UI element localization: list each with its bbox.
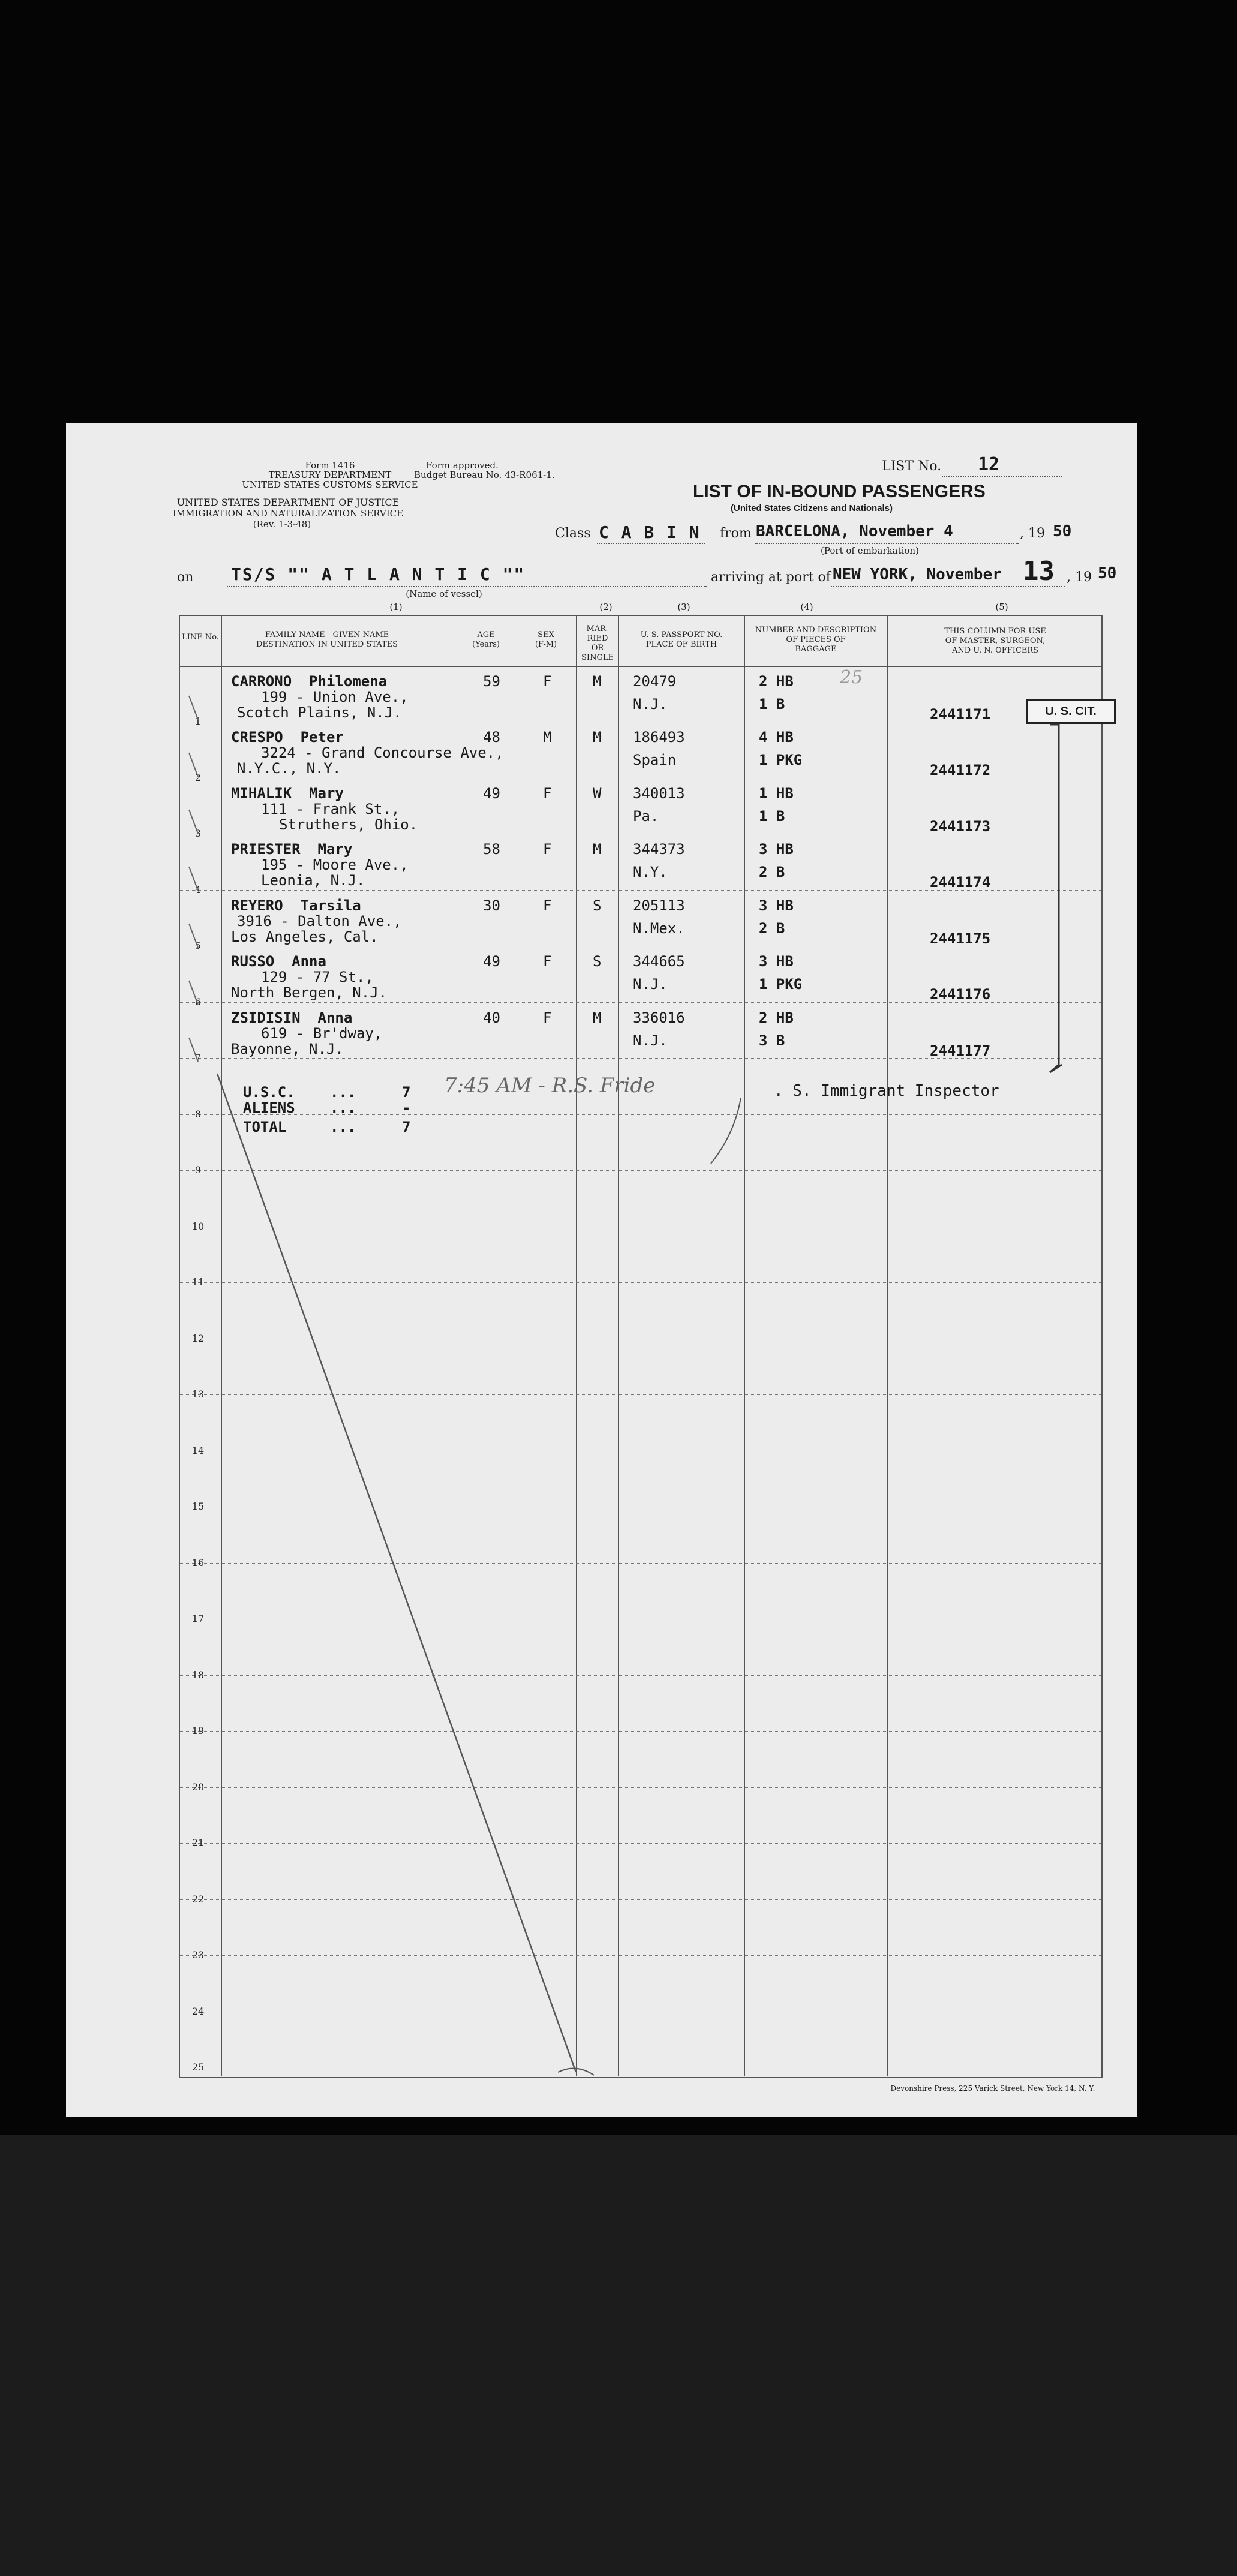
line-number: 6 bbox=[194, 996, 202, 1008]
line-number: 2 bbox=[194, 772, 202, 783]
header-age-unit: (Years) bbox=[472, 640, 500, 649]
vessel-name: TS/S "" A T L A N T I C "" bbox=[231, 564, 526, 584]
passenger-name: RUSSO Anna bbox=[231, 953, 326, 970]
vessel-caption: (Name of vessel) bbox=[406, 588, 482, 599]
birthplace: N.Y. bbox=[633, 864, 668, 880]
list-no-label: LIST No. bbox=[882, 459, 942, 474]
aliens-dots: ... bbox=[330, 1099, 356, 1116]
passenger-city: Bayonne, N.J. bbox=[231, 1041, 344, 1057]
passenger-marital: M bbox=[593, 841, 602, 858]
col-num-1: (1) bbox=[389, 602, 403, 612]
passenger-city: N.Y.C., N.Y. bbox=[237, 760, 341, 777]
passenger-sex: F bbox=[543, 1009, 552, 1026]
line-number: 4 bbox=[194, 884, 202, 895]
header-baggage-1: NUMBER AND DESCRIPTION bbox=[755, 626, 877, 635]
line-number: 22 bbox=[191, 1893, 205, 1905]
line-number: 21 bbox=[191, 1837, 205, 1848]
form-number: Form 1416 bbox=[305, 460, 355, 471]
arrival-year-prefix: , 19 bbox=[1067, 570, 1092, 585]
header-destination: DESTINATION IN UNITED STATES bbox=[256, 640, 398, 649]
line-number: 17 bbox=[191, 1613, 205, 1624]
passenger-sex: F bbox=[543, 673, 552, 690]
birthplace: N.J. bbox=[633, 696, 668, 713]
line-number: 12 bbox=[191, 1333, 205, 1344]
passenger-address: 199 - Union Ave., bbox=[261, 689, 409, 705]
birthplace: Pa. bbox=[633, 808, 659, 825]
passenger-address: 3224 - Grand Concourse Ave., bbox=[261, 744, 504, 761]
line-number: 3 bbox=[194, 828, 202, 839]
passenger-age: 49 bbox=[483, 785, 500, 802]
birthplace: N.Mex. bbox=[633, 920, 685, 937]
birthplace: Spain bbox=[633, 752, 677, 768]
revision-date: (Rev. 1-3-48) bbox=[253, 519, 311, 530]
passenger-name: CRESPO Peter bbox=[231, 729, 344, 746]
film-background-band bbox=[0, 2135, 1237, 2576]
header-married-1: MAR- bbox=[586, 624, 609, 633]
passenger-city: Leonia, N.J. bbox=[261, 872, 365, 889]
total-value: 7 bbox=[402, 1119, 411, 1135]
passenger-name: MIHALIK Mary bbox=[231, 785, 344, 802]
col-num-2: (2) bbox=[599, 602, 613, 612]
line-number: 8 bbox=[194, 1108, 202, 1120]
passenger-sex: F bbox=[543, 785, 552, 802]
class-value: C A B I N bbox=[599, 522, 701, 542]
treasury-department: TREASURY DEPARTMENT bbox=[268, 470, 392, 480]
line-number: 19 bbox=[191, 1725, 205, 1736]
baggage-1: 4 HB bbox=[759, 729, 794, 746]
header-birthplace: PLACE OF BIRTH bbox=[645, 640, 717, 649]
passenger-name: ZSIDISIN Anna bbox=[231, 1009, 353, 1026]
printer-imprint: Devonshire Press, 225 Varick Street, New York 14, N. Y. bbox=[890, 2084, 1095, 2093]
us-cit-stamp-text: U. S. CIT. bbox=[1045, 705, 1097, 718]
passenger-city: Los Angeles, Cal. bbox=[231, 928, 379, 945]
line-number: 15 bbox=[191, 1501, 205, 1512]
list-no-value: 12 bbox=[978, 454, 1000, 475]
passport-number: 340013 bbox=[633, 785, 685, 802]
line-number: 24 bbox=[191, 2006, 205, 2017]
customs-service: UNITED STATES CUSTOMS SERVICE bbox=[242, 479, 418, 490]
baggage-2: 1 PKG bbox=[759, 976, 803, 993]
bracket-line bbox=[1050, 725, 1059, 1072]
passenger-name: PRIESTER Mary bbox=[231, 841, 353, 858]
line-number: 9 bbox=[194, 1164, 202, 1176]
baggage-1: 1 HB bbox=[759, 785, 794, 802]
line-number: 5 bbox=[194, 940, 202, 951]
line-number: 14 bbox=[191, 1445, 205, 1456]
passport-number: 336016 bbox=[633, 1009, 685, 1026]
passenger-sex: F bbox=[543, 841, 552, 858]
line-number: 18 bbox=[191, 1669, 205, 1681]
baggage-2: 3 B bbox=[759, 1032, 785, 1049]
baggage-2: 2 B bbox=[759, 864, 785, 880]
line-number: 16 bbox=[191, 1557, 205, 1568]
passenger-address: 3916 - Dalton Ave., bbox=[237, 913, 402, 930]
passport-number: 205113 bbox=[633, 897, 685, 914]
passport-number: 344665 bbox=[633, 953, 685, 970]
passenger-sex: M bbox=[543, 729, 552, 746]
officer-number: 2441175 bbox=[930, 930, 991, 947]
passenger-marital: S bbox=[593, 897, 602, 914]
passport-number: 20479 bbox=[633, 673, 677, 690]
header-married-3: OR bbox=[591, 644, 604, 653]
arrival-year: 50 bbox=[1098, 564, 1117, 582]
header-baggage-2: OF PIECES OF bbox=[786, 635, 846, 644]
passenger-age: 48 bbox=[483, 729, 500, 746]
usc-label: U.S.C. bbox=[243, 1084, 295, 1101]
from-year: 50 bbox=[1053, 522, 1072, 540]
birthplace: N.J. bbox=[633, 976, 668, 993]
passenger-age: 59 bbox=[483, 673, 500, 690]
passenger-marital: W bbox=[593, 785, 602, 802]
manifest-page bbox=[66, 423, 1137, 2117]
passenger-age: 30 bbox=[483, 897, 500, 914]
header-officer-1: THIS COLUMN FOR USE bbox=[944, 627, 1046, 636]
baggage-2: 1 B bbox=[759, 808, 785, 825]
baggage-1: 2 HB bbox=[759, 673, 794, 690]
form-approved: Form approved. bbox=[426, 460, 499, 471]
header-officer-2: OF MASTER, SURGEON, bbox=[945, 636, 1046, 645]
line-number: 11 bbox=[191, 1276, 205, 1288]
line-number: 1 bbox=[194, 716, 202, 727]
passenger-marital: M bbox=[593, 1009, 602, 1026]
total-label: TOTAL bbox=[243, 1119, 287, 1135]
page-title: LIST OF IN-BOUND PASSENGERS bbox=[693, 482, 986, 501]
budget-bureau: Budget Bureau No. 43-R061-1. bbox=[414, 470, 555, 480]
passenger-address: 129 - 77 St., bbox=[261, 969, 374, 985]
header-age: AGE bbox=[477, 630, 495, 639]
baggage-2: 1 B bbox=[759, 696, 785, 713]
col-num-5: (5) bbox=[995, 602, 1008, 612]
header-baggage-3: BAGGAGE bbox=[795, 645, 837, 654]
aliens-value: - bbox=[402, 1099, 411, 1116]
class-label: Class bbox=[555, 526, 591, 541]
passenger-sex: F bbox=[543, 953, 552, 970]
aliens-label: ALIENS bbox=[243, 1099, 295, 1116]
passenger-age: 40 bbox=[483, 1009, 500, 1026]
port-embarkation-caption: (Port of embarkation) bbox=[821, 545, 919, 556]
passenger-address: 619 - Br'dway, bbox=[261, 1025, 383, 1042]
passenger-city: Struthers, Ohio. bbox=[279, 816, 418, 833]
bracket-tick bbox=[1050, 1065, 1062, 1072]
officer-number: 2441177 bbox=[930, 1042, 991, 1059]
arrival-port: NEW YORK, November bbox=[833, 566, 1002, 584]
officer-number: 2441171 bbox=[930, 706, 991, 723]
from-label: from bbox=[720, 526, 752, 541]
line-number: 20 bbox=[191, 1781, 205, 1793]
passenger-sex: F bbox=[543, 897, 552, 914]
check-marks bbox=[189, 696, 198, 1062]
line-number: 7 bbox=[194, 1052, 202, 1063]
ins-title: IMMIGRATION AND NATURALIZATION SERVICE bbox=[172, 508, 404, 519]
col-num-4: (4) bbox=[800, 602, 813, 612]
passport-number: 186493 bbox=[633, 729, 685, 746]
header-sex: SEX bbox=[538, 630, 554, 639]
header-married-2: RIED bbox=[587, 634, 608, 643]
baggage-2: 2 B bbox=[759, 920, 785, 937]
passenger-name: REYERO Tarsila bbox=[231, 897, 361, 914]
passenger-marital: M bbox=[593, 673, 602, 690]
line-number: 25 bbox=[191, 2061, 205, 2073]
passport-number: 344373 bbox=[633, 841, 685, 858]
doj-title: UNITED STATES DEPARTMENT OF JUSTICE bbox=[176, 497, 400, 508]
usc-dots: ... bbox=[330, 1084, 356, 1101]
arriving-label: arriving at port of bbox=[711, 570, 831, 585]
line-number: 13 bbox=[191, 1388, 205, 1400]
header-sex-unit: (F-M) bbox=[535, 640, 557, 649]
passenger-marital: S bbox=[593, 953, 602, 970]
passenger-city: North Bergen, N.J. bbox=[231, 984, 388, 1001]
from-year-prefix: , 19 bbox=[1020, 526, 1045, 541]
officer-number: 2441172 bbox=[930, 762, 991, 778]
line-number: 23 bbox=[191, 1949, 205, 1961]
baggage-1: 3 HB bbox=[759, 841, 794, 858]
baggage-2: 1 PKG bbox=[759, 752, 803, 768]
passenger-age: 58 bbox=[483, 841, 500, 858]
line-number: 10 bbox=[191, 1221, 205, 1232]
col-num-3: (3) bbox=[677, 602, 690, 612]
birthplace: N.J. bbox=[633, 1032, 668, 1049]
handwritten-time-signature: 7:45 AM - R.S. Fride bbox=[444, 1074, 656, 1098]
header-married-4: SINGLE bbox=[581, 653, 614, 662]
signature-tail bbox=[711, 1098, 741, 1164]
header-line-no: LINE No. bbox=[182, 633, 219, 642]
pencil-marks bbox=[66, 423, 1137, 2117]
total-dots: ... bbox=[330, 1119, 356, 1135]
immigrant-inspector: . S. Immigrant Inspector bbox=[774, 1082, 999, 1100]
passenger-age: 49 bbox=[483, 953, 500, 970]
baggage-1: 2 HB bbox=[759, 1009, 794, 1026]
passenger-name: CARRONO Philomena bbox=[231, 673, 388, 690]
header-passport: U. S. PASSPORT NO. bbox=[640, 630, 723, 639]
port-embarkation: BARCELONA, November 4 bbox=[756, 522, 953, 540]
baggage-1: 3 HB bbox=[759, 953, 794, 970]
officer-number: 2441176 bbox=[930, 986, 991, 1003]
passenger-address: 195 - Moore Ave., bbox=[261, 856, 409, 873]
cancel-diagonal bbox=[217, 1074, 576, 2072]
header-officer-3: AND U. N. OFFICERS bbox=[951, 646, 1039, 655]
passenger-address: 111 - Frank St., bbox=[261, 801, 400, 817]
usc-value: 7 bbox=[402, 1084, 411, 1101]
handwritten-25: 25 bbox=[840, 667, 863, 688]
officer-number: 2441173 bbox=[930, 818, 991, 835]
passenger-city: Scotch Plains, N.J. bbox=[237, 704, 402, 721]
arrival-day: 13 bbox=[1023, 556, 1055, 587]
baggage-1: 3 HB bbox=[759, 897, 794, 914]
header-family-name: FAMILY NAME—GIVEN NAME bbox=[265, 630, 389, 639]
passenger-marital: M bbox=[593, 729, 602, 746]
on-label: on bbox=[177, 570, 194, 585]
page-subtitle: (United States Citizens and Nationals) bbox=[731, 503, 893, 513]
officer-number: 2441174 bbox=[930, 874, 991, 891]
